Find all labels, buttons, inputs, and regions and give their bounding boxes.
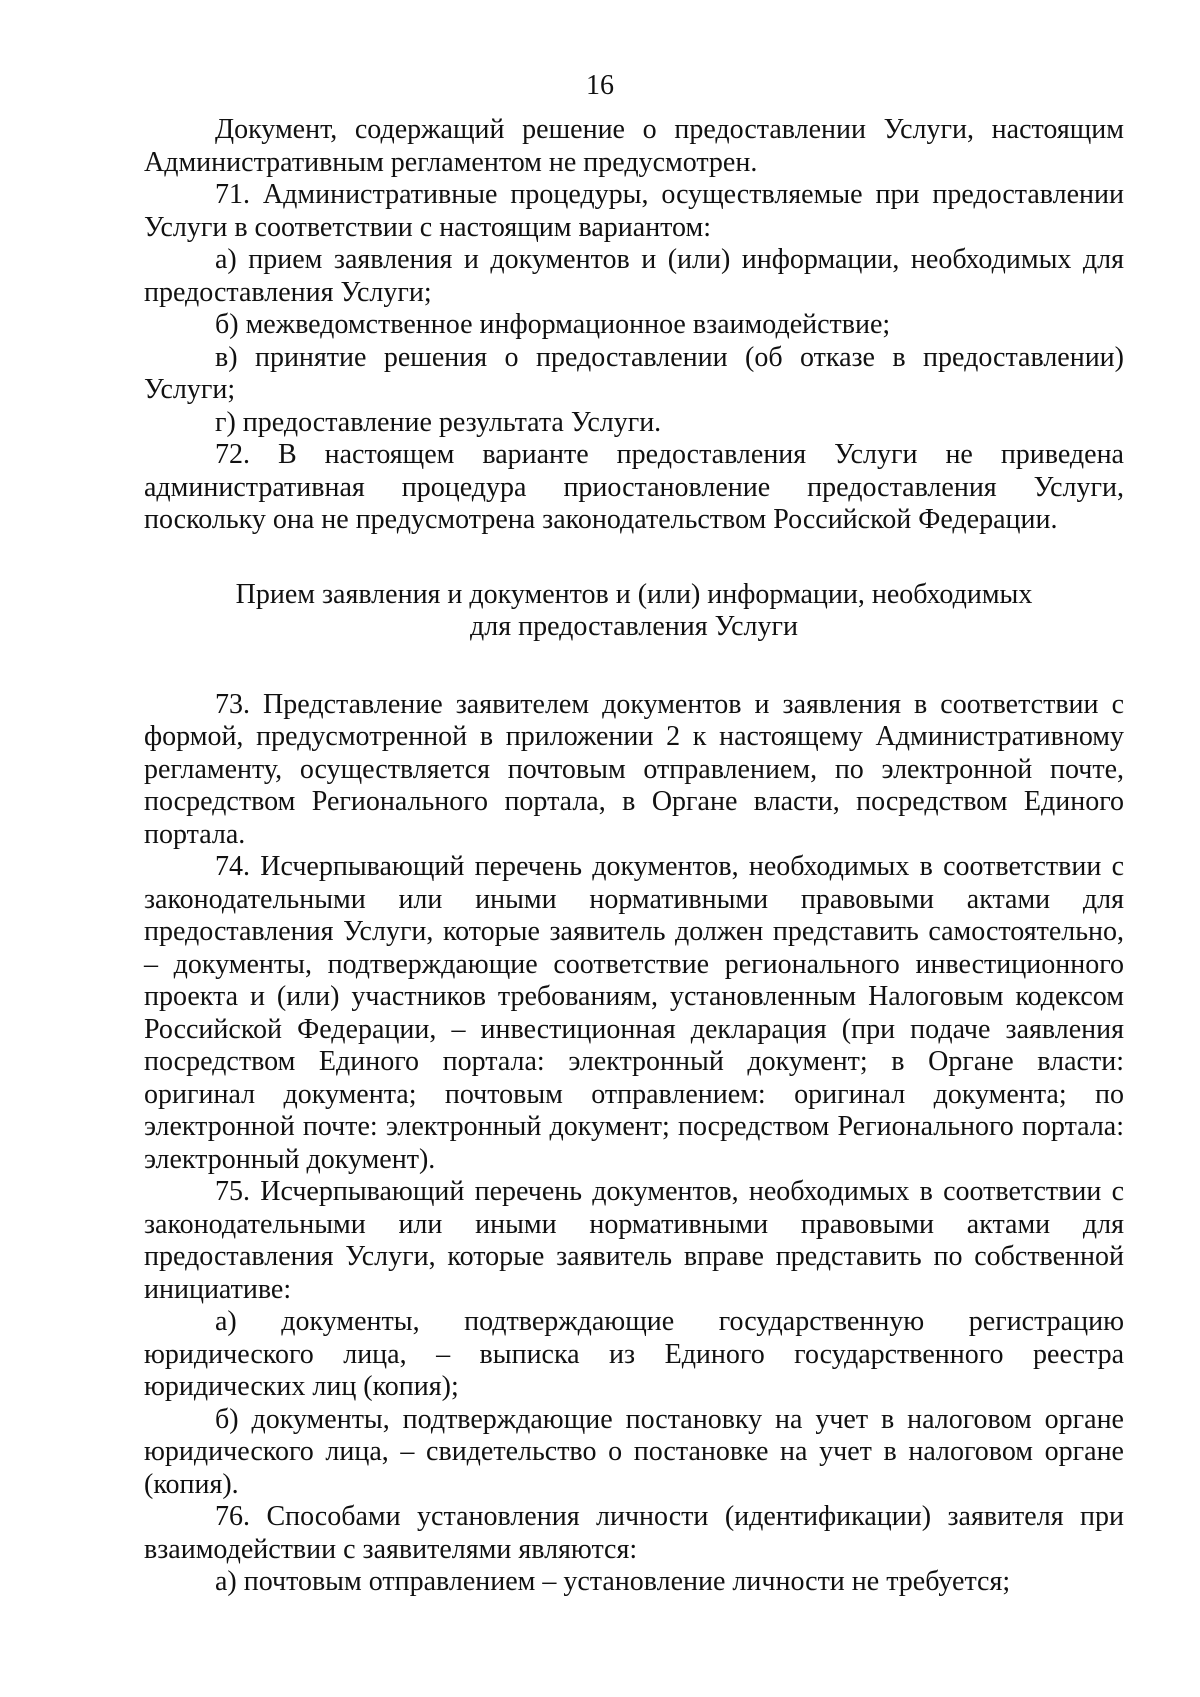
document-body <box>144 114 1124 1599</box>
paragraph-74: 74. Исчерпывающий перечень документов, необходимых в соответствии с законодательными или иными нормативными правовыми актами для предоставления Услуги, которые заявитель должен представить самостоятельно, – документы, подтверждающие соответствие регионального инвестиционного проекта и (или) участников требованиям, установленным Налоговым кодексом Российской Федерации, – инвестиционная декларация (при подаче заявления посредством Единого портала: электронный документ; в Органе власти: оригинал документа; почтовым отправлением: оригинал документа; по электронной почте: электронный документ; посредством Регионального портала: электронный документ). <box>144 851 1124 1175</box>
list-item-71a: а) прием заявления и документов и (или) информации, необходимых для предоставления Услуги; <box>144 244 1124 308</box>
section-heading-line-2: для предоставления Услуги <box>470 611 798 642</box>
paragraph-decision-document: Документ, содержащий решение о предоставлении Услуги, настоящим Административным регламентом не предусмотрен. <box>144 114 1124 178</box>
list-item-75b: б) документы, подтверждающие постановку на учет в налоговом органе юридического лица, – свидетельство о постановке на учет в налоговом органе (копия). <box>144 1403 1124 1500</box>
paragraph-75: 75. Исчерпывающий перечень документов, необходимых в соответствии с законодательными или иными нормативными правовыми актами для предоставления Услуги, которые заявитель вправе представить по собственной инициативе: <box>144 1176 1124 1305</box>
list-item-71v: в) принятие решения о предоставлении (об отказе в предоставлении) Услуги; <box>144 341 1124 405</box>
paragraph-72: 72. В настоящем варианте предоставления Услуги не приведена административная процедура приостановление предоставления Услуги, поскольку она не предусмотрена законодательством Российской Федерации. <box>144 439 1124 535</box>
paragraph-76: 76. Способами установления личности (идентификации) заявителя при взаимодействии с заявителями являются: <box>144 1501 1124 1565</box>
page-number: 16 <box>586 70 614 101</box>
list-item-75a: а) документы, подтверждающие государственную регистрацию юридического лица, – выписка из Единого государственного реестра юридических лиц (копия); <box>144 1306 1124 1402</box>
list-item-71b: б) межведомственное информационное взаимодействие; <box>215 309 891 340</box>
paragraph-71: 71. Административные процедуры, осуществляемые при предоставлении Услуги в соответствии с настоящим вариантом: <box>144 179 1124 243</box>
section-heading-line-1: Прием заявления и документов и (или) информации, необходимых <box>235 578 1033 610</box>
list-item-76a: а) почтовым отправлением – установление личности не требуется; <box>215 1566 1011 1597</box>
section-heading <box>144 579 1124 644</box>
paragraph-73: 73. Представление заявителем документов и заявления в соответствии с формой, предусмотренной в приложении 2 к настоящему Административному регламенту, осуществляется почтовым отправлением, по электронной почте, посредством Регионального портала, в Органе власти, посредством Единого портала. <box>144 688 1124 850</box>
list-item-71g: г) предоставление результата Услуги. <box>215 406 662 438</box>
